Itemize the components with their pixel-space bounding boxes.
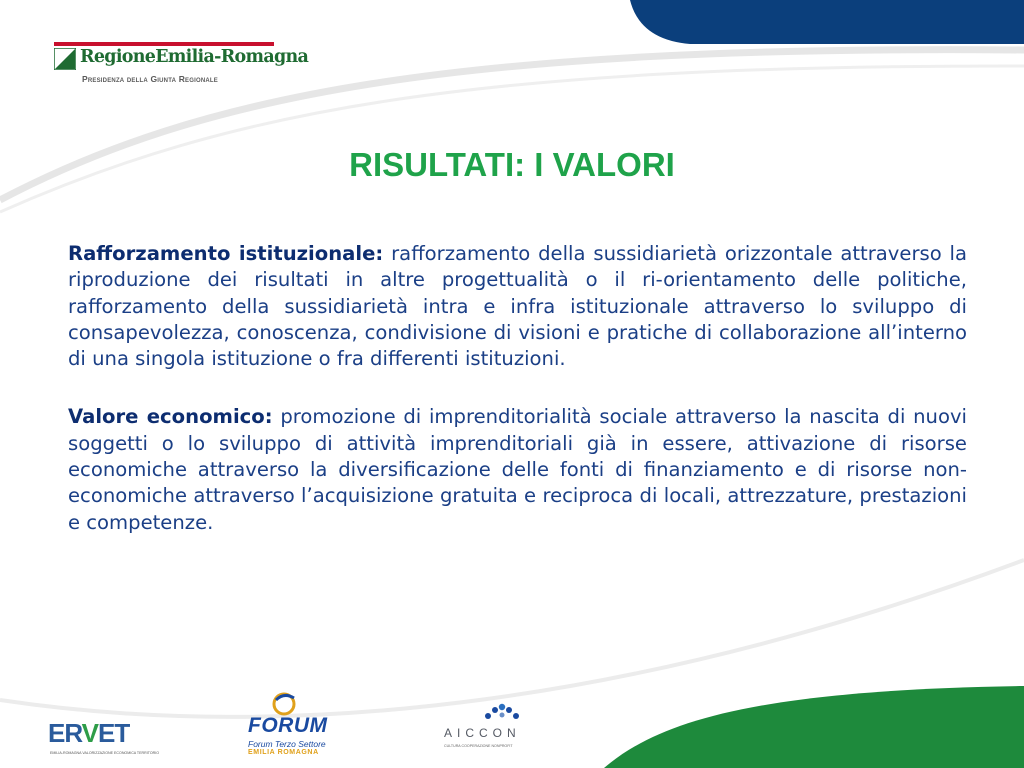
logo-name: RegioneEmilia-Romagna — [80, 47, 309, 67]
ervet-wordmark: ERVET — [48, 718, 130, 748]
forum-region: EMILIA ROMAGNA — [248, 749, 319, 756]
forum-terzo-settore-logo — [238, 690, 334, 760]
logo-subtitle: Presidenza della Giunta Regionale — [82, 74, 218, 84]
paragraph-rafforzamento — [68, 241, 967, 372]
aiccon-wordmark: AICCON — [444, 726, 521, 740]
paragraph-term: Valore economico: — [68, 405, 273, 429]
regione-emilia-romagna-logo — [54, 42, 309, 92]
paragraph-valore-economico — [68, 404, 967, 535]
ervet-logo — [48, 718, 160, 758]
aiccon-tagline: CULTURA COOPERAZIONE NONPROFIT — [444, 744, 513, 748]
forum-wordmark: FORUM — [248, 714, 328, 737]
ervet-tagline: EMILIA-ROMAGNA VALORIZZAZIONE ECONOMICA TERRITORIO — [50, 751, 160, 755]
paragraph-text: promozione di imprenditorialità sociale attraverso la nascita di nuovi soggetti o lo sviluppo di attività imprenditoriali già in essere, attivazione di risorse economiche attraverso la diversificazione delle fonti di finanziamento e di risorse non-economiche attraverso l’acquisizione gratuita e reciproca di locali, attrezzature, prestazioni e competenze. — [68, 405, 968, 534]
paragraph-text: rafforzamento della sussidiarietà orizzontale attraverso la riproduzione dei risultati in altre progettualità o il ri-orientamento delle politiche, rafforzamento della sussidiarietà intra e infra istituzionale attraverso lo sviluppo di consapevolezza, conoscenza, condivisione di visioni e pratiche di collaborazione all’interno di una singola istituzione o fra differenti istituzioni. — [68, 242, 968, 371]
forum-swirl-icon — [264, 690, 304, 716]
region-emblem-icon — [54, 48, 76, 70]
bottom-right-green-band — [604, 686, 1024, 768]
aiccon-logo — [438, 700, 538, 760]
aiccon-dots-icon — [482, 702, 522, 722]
slide-title: RISULTATI: I VALORI — [349, 146, 675, 183]
paragraph-term: Rafforzamento istituzionale: — [68, 242, 384, 265]
slide-body — [68, 241, 967, 568]
logo-red-stripe — [54, 42, 274, 46]
forum-subtitle: Forum Terzo Settore — [248, 739, 326, 749]
top-right-blue-band — [630, 0, 1024, 44]
